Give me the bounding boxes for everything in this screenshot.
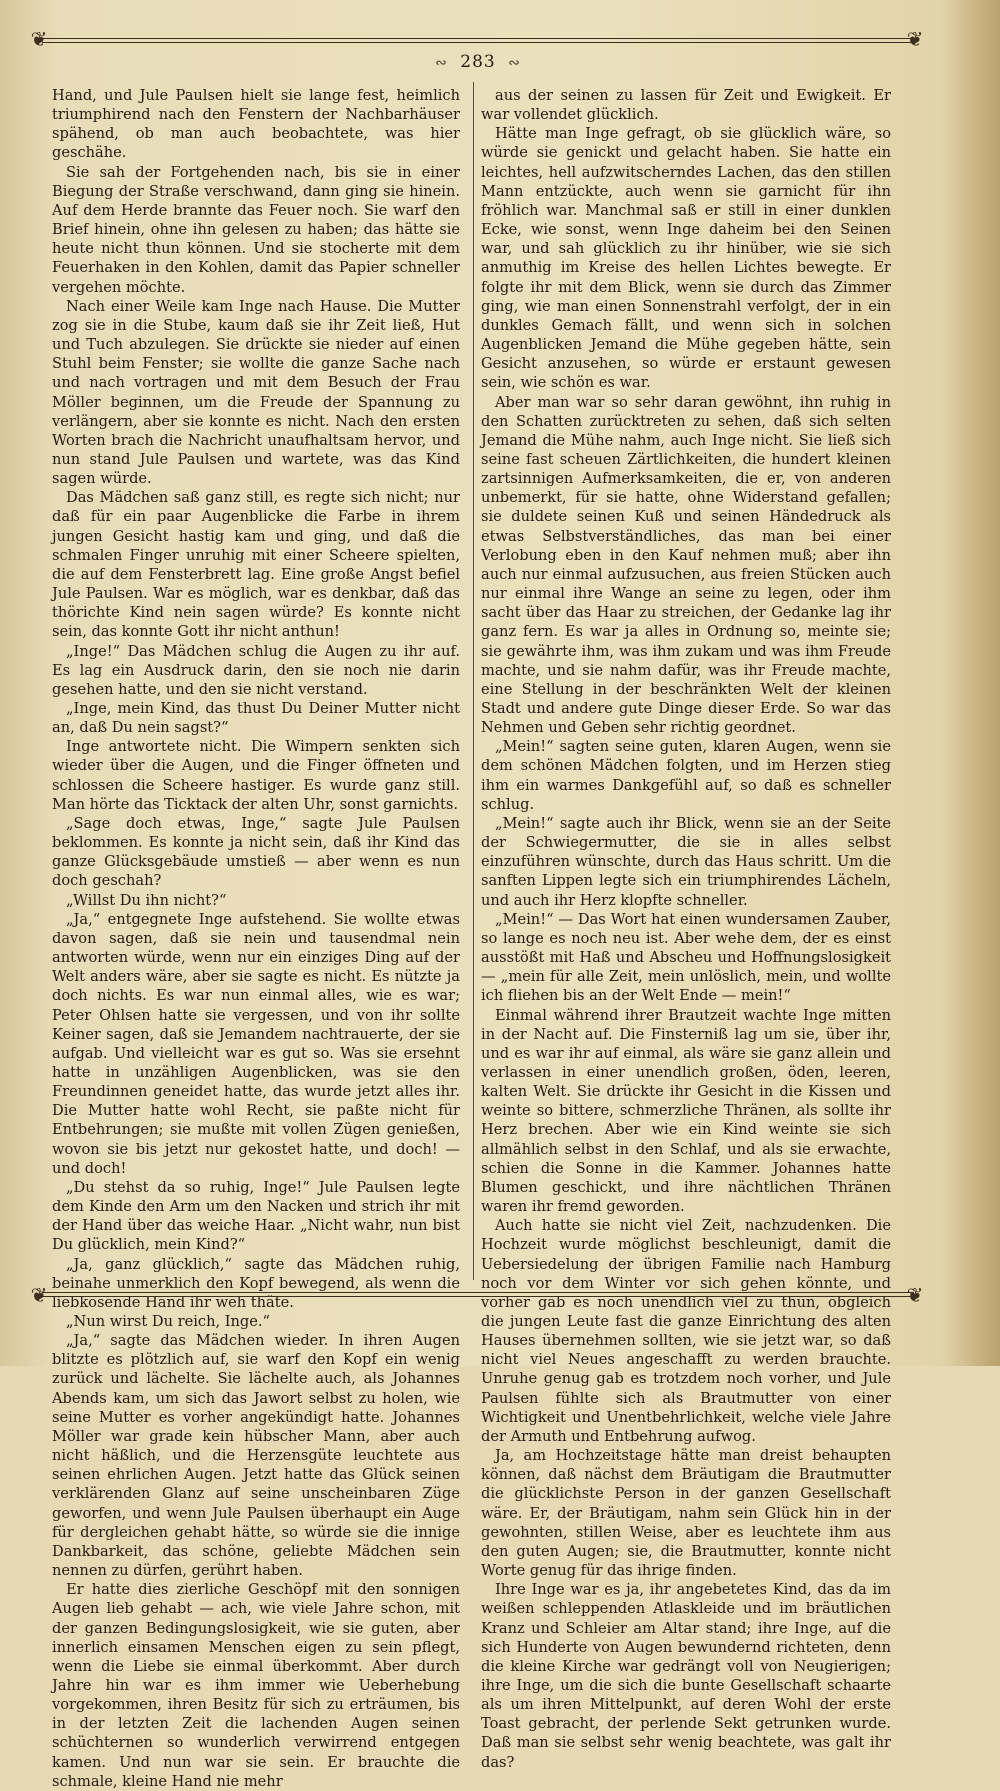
paragraph: „Mein!“ sagte auch ihr Blick, wenn sie an der Seite der Schwiegermutter, die sie in alles selbst einzuführen wünschte, durch das Haus schritt. Um die sanften Lippen legte sich ein triumphirendes Lächeln, und auch ihr Herz klopfte schneller.: [481, 814, 891, 909]
page-number: 283: [460, 52, 496, 72]
paragraph: Hätte man Inge gefragt, ob sie glücklich wäre, so würde sie genickt und gelacht haben. Sie hatte ein leichtes, hell aufzwitscherndes Lachen, das den stillen Mann entzückte, auch wenn sie garnicht für ihn fröhlich war. Manchmal saß er still in einer dunklen Ecke, wie sonst, wenn Inge daheim bei den Seinen war, und sah glücklich zu ihr hinüber, wie sie sich anmuthig im Kreise des hellen Lichtes bewegte. Er folgte ihr mit dem Blick, wenn sie durch das Zimmer ging, wie man einen Sonnenstrahl verfolgt, der in ein dunkles Gemach fällt, und wenn sich in solchen Augenblicken Jemand die Mühe gegeben hätte, sein Gesicht anzusehen, so würde er erstaunt gewesen sein, wie schön es war.: [481, 125, 891, 392]
corner-ornament-top-left: ❦: [30, 27, 48, 51]
header-ornament-right: ∾: [508, 55, 521, 71]
paragraph: aus der seinen zu lassen für Zeit und Ewigkeit. Er war vollendet glücklich.: [481, 87, 891, 124]
paragraph: „Ja, ganz glücklich,“ sagte das Mädchen ruhig, beinahe unmerklich den Kopf bewegend, als wenn die liebkosende Hand ihr weh thäte.: [52, 1255, 460, 1311]
paragraph: Hand, und Jule Paulsen hielt sie lange fest, heimlich triumphirend nach den Fenstern der Nachbarhäuser spähend, ob man auch beobachtete, was hier geschähe.: [52, 87, 460, 162]
paragraph: „Du stehst da so ruhig, Inge!“ Jule Paulsen legte dem Kinde den Arm um den Nacken und strich ihr mit der Hand über das weiche Haar. „Nicht wahr, nun bist Du glücklich, mein Kind?“: [52, 1178, 460, 1254]
paragraph: Ja, am Hochzeitstage hätte man dreist behaupten können, daß nächst dem Bräutigam die Brautmutter die glücklichste Person in der ganzen Gesellschaft wäre. Er, der Bräutigam, nahm sein Glück hin in der gewohnten, stillen Weise, aber es leuchtete ihm aus den guten Augen; sie, die Brautmutter, konnte nicht Worte genug für das ihrige finden.: [481, 1447, 891, 1580]
bottom-rule-inner: [42, 1296, 914, 1297]
top-rule-inner: [42, 42, 914, 43]
paragraph: „Willst Du ihn nicht?“: [66, 891, 227, 909]
paragraph: Auch hatte sie nicht viel Zeit, nachzudenken. Die Hochzeit wurde möglichst beschleunigt, damit die Uebersiedelung der übrigen Familie nach Hamburg noch vor dem Winter vor sich gehen könnte, und vorher gab es noch unendlich viel zu thun, obgleich die jungen Leute fast die ganze Einrichtung des alten Hauses übernehmen sollten, wie sie jetzt war, so daß nicht viel Neues angeschafft zu werden brauchte. Unruhe genug gab es trotzdem noch vorher, und Jule Paulsen fühlte sich als Brautmutter von einer Wichtigkeit und Unentbehrlichkeit, welche viele Jahre der Armuth und Entbehrung aufwog.: [481, 1217, 891, 1445]
paragraph: Nach einer Weile kam Inge nach Hause. Die Mutter zog sie in die Stube, kaum daß sie ihr Zeit ließ, Hut und Tuch abzulegen. Sie drückte sie nieder auf einen Stuhl beim Fenster; sie wollte die ganze Sache nach und nach vortragen und mit dem Besuch der Frau Möller beginnen, um die Freude der Spannung zu verlängern, aber sie konnte es nicht. Nach den ersten Worten brach die Nachricht unaufhaltsam hervor, und nun stand Jule Paulsen und wartete, was das Kind sagen würde.: [52, 297, 460, 488]
corner-ornament-bottom-left: ❦: [30, 1283, 48, 1307]
paragraph: Inge antwortete nicht. Die Wimpern senkten sich wieder über die Augen, und die Finger öffneten und schlossen die Scheere hastiger. Es wurde ganz still. Man hörte das Ticktack der alten Uhr, sonst garnichts.: [52, 738, 460, 813]
paragraph: Ihre Inge war es ja, ihr angebetetes Kind, das da im weißen schleppenden Atlaskleide und im bräutlichen Kranz und Schleier am Altar stand; ihre Inge, auf die sich Hunderte von Augen bewundernd richteten, denn die kleine Kirche war gedrängt voll von Neugierigen; ihre Inge, um die sich die bunte Gesellschaft schaarte als um ihren Mittelpunkt, auf deren Wohl der erste Toast gebracht, der perlende Sekt getrunken wurde. Daß man sie selbst sehr wenig beachtete, was galt ihr das?: [481, 1581, 891, 1771]
corner-ornament-top-right: ❦: [906, 27, 924, 51]
left-column: [52, 86, 460, 1791]
right-column: [481, 86, 891, 1772]
top-rule: [42, 38, 914, 39]
paragraph: „Inge, mein Kind, das thust Du Deiner Mutter nicht an, daß Du nein sagst?“: [52, 700, 460, 737]
page-edge-shading: [940, 0, 1000, 1366]
page-header: [0, 52, 956, 76]
paragraph: „Ja,“ sagte das Mädchen wieder. In ihren Augen blitzte es plötzlich auf, sie warf den Kopf ein wenig zurück und lächelte. Sie lächelte auch, als Johannes Abends kam, um sich das Jawort selbst zu holen, wie seine Mutter es vorher angekündigt hatte. Johannes Möller war grade kein hübscher Mann, aber auch nicht häßlich, und die Herzensgüte leuchtete aus seinen ehrlichen Augen. Jetzt hatte das Glück seinen verklärenden Glanz auf seine unscheinbaren Züge geworfen, und wenn Jule Paulsen überhaupt ein Auge für dergleichen gehabt hätte, so würde sie die innige Dankbarkeit, das schöne, geliebte Mädchen sein nennen zu dürfen, gerührt haben.: [52, 1332, 460, 1580]
paragraph: „Mein!“ sagten seine guten, klaren Augen, wenn sie dem schönen Mädchen folgten, und im Herzen stieg ihm ein warmes Dankgefühl auf, so daß es schneller schlug.: [481, 738, 891, 813]
paragraph: „Sage doch etwas, Inge,“ sagte Jule Paulsen beklommen. Es konnte ja nicht sein, daß ihr Kind das ganze Glücksgebäude umstieß — aber wenn es nun doch geschah?: [52, 814, 460, 890]
paragraph: Er hatte dies zierliche Geschöpf mit den sonnigen Augen lieb gehabt — ach, wie viele Jahre schon, mit der ganzen Bedingungslosigkeit, wie sie guten, aber innerlich einsamen Menschen eigen zu sein pflegt, wenn die Liebe sie einmal überkommt. Aber durch Jahre hin war es ihm immer wie Ueberhebung vorgekommen, ihren Besitz für sich zu erträumen, bis in der letzten Zeit die lachenden Augen seinen schüchternen so wunderlich verwirrend entgegen kamen. Und nun war sie sein. Er brauchte die schmale, kleine Hand nie mehr: [52, 1581, 460, 1790]
paragraph: „Nun wirst Du reich, Inge.“: [66, 1313, 271, 1330]
paragraph: Das Mädchen saß ganz still, es regte sich nicht; nur daß für ein paar Augenblicke die Farbe in ihrem jungen Gesicht hastig kam und ging, und daß die schmalen Finger unruhig mit einer Scheere spielten, die auf dem Fensterbrett lag. Eine große Angst befiel Jule Paulsen. War es möglich, war es denkbar, daß das thörichte Kind nein sagen würde? Es konnte nicht sein, das konnte Gott ihr nicht anthun!: [52, 489, 460, 641]
column-divider: [473, 82, 474, 1280]
paragraph: „Ja,“ entgegnete Inge aufstehend. Sie wollte etwas davon sagen, daß sie nein und tausendmal nein antworten würde, wenn nur ein einziges Ding auf der Welt anders wäre, aber sie sagte es nicht. Es nützte ja doch nichts. Es war nun einmal alles, wie es war; Peter Ohlsen hatte sie vergessen, und von ihr sollte Keiner sagen, daß sie Jemandem nachtrauerte, der sie aufgab. Und vielleicht war es gut so. Was sie ersehnt hatte in unzähligen Augenblicken, was sie den Freundinnen geneidet hatte, das wurde jetzt alles ihr. Die Mutter hatte wohl Recht, sie paßte nicht für Entbehrungen; sie mußte mit vollen Zügen genießen, wovon sie bis jetzt nur gekostet hatte, und doch! — und doch!: [52, 910, 460, 1177]
paragraph: Sie sah der Fortgehenden nach, bis sie in einer Biegung der Straße verschwand, dann ging sie hinein. Auf dem Herde brannte das Feuer noch. Sie warf den Brief hinein, ohne ihn gelesen zu haben; das hätte sie heute nicht thun können. Und sie stocherte mit dem Feuerhaken in den Kohlen, damit das Papier schneller vergehen möchte.: [52, 163, 460, 296]
paragraph: „Inge!“ Das Mädchen schlug die Augen zu ihr auf. Es lag ein Ausdruck darin, den sie noch nie darin gesehen hatte, und den sie nicht verstand.: [52, 642, 460, 698]
paragraph: „Mein!“ — Das Wort hat einen wundersamen Zauber, so lange es noch neu ist. Aber wehe dem, der es einst ausstößt mit Haß und Abscheu und Hoffnungslosigkeit — „mein für alle Zeit, mein unlöslich, mein, und wollte ich fliehen bis an der Welt Ende — mein!“: [481, 910, 891, 1005]
header-ornament-left: ∾: [435, 55, 448, 71]
paragraph: Einmal während ihrer Brautzeit wachte Inge mitten in der Nacht auf. Die Finsterniß lag um sie, über ihr, und es war ihr auf einmal, als wäre sie ganz allein und verlassen in einer unendlich großen, öden, leeren, kalten Welt. Sie drückte ihr Gesicht in die Kissen und weinte so bittere, schmerzliche Thränen, als sollte ihr Herz brechen. Aber wie ein Kind weinte sie sich allmählich selbst in den Schlaf, und als sie erwachte, schien die Sonne in die Kammer. Johannes hatte Blumen geschickt, und ihre nächtlichen Thränen waren ihr fremd geworden.: [481, 1006, 891, 1216]
bottom-rule: [42, 1292, 914, 1293]
paragraph: Aber man war so sehr daran gewöhnt, ihn ruhig in den Schatten zurücktreten zu sehen, daß sich selten Jemand die Mühe nahm, auch Inge nicht. Sie ließ sich seine fast scheuen Zärtlichkeiten, die hundert kleinen zartsinnigen Aufmerksamkeiten, die er, von anderen unbemerkt, für sie hatte, ohne Widerstand gefallen; sie duldete seinen Kuß und seinen Händedruck als etwas Selbstverständliches, das man bei einer Verlobung eben in den Kauf nehmen muß; aber ihn auch nur einmal aufzusuchen, aus freien Stücken auch nur einmal ihre Wange an seine zu legen, oder ihm sacht über das Haar zu streichen, der Gedanke lag ihr ganz fern. Es war ja alles in Ordnung so, meinte sie; sie gewährte ihm, was ihm zukam und was ihm Freude machte, und sie nahm dafür, was ihr Freude machte, eine Stellung in der beschränkten Welt der kleinen Stadt und andere gute Dinge dieser Erde. So war das Nehmen und Geben sehr richtig geordnet.: [481, 393, 891, 737]
corner-ornament-bottom-right: ❦: [906, 1283, 924, 1307]
